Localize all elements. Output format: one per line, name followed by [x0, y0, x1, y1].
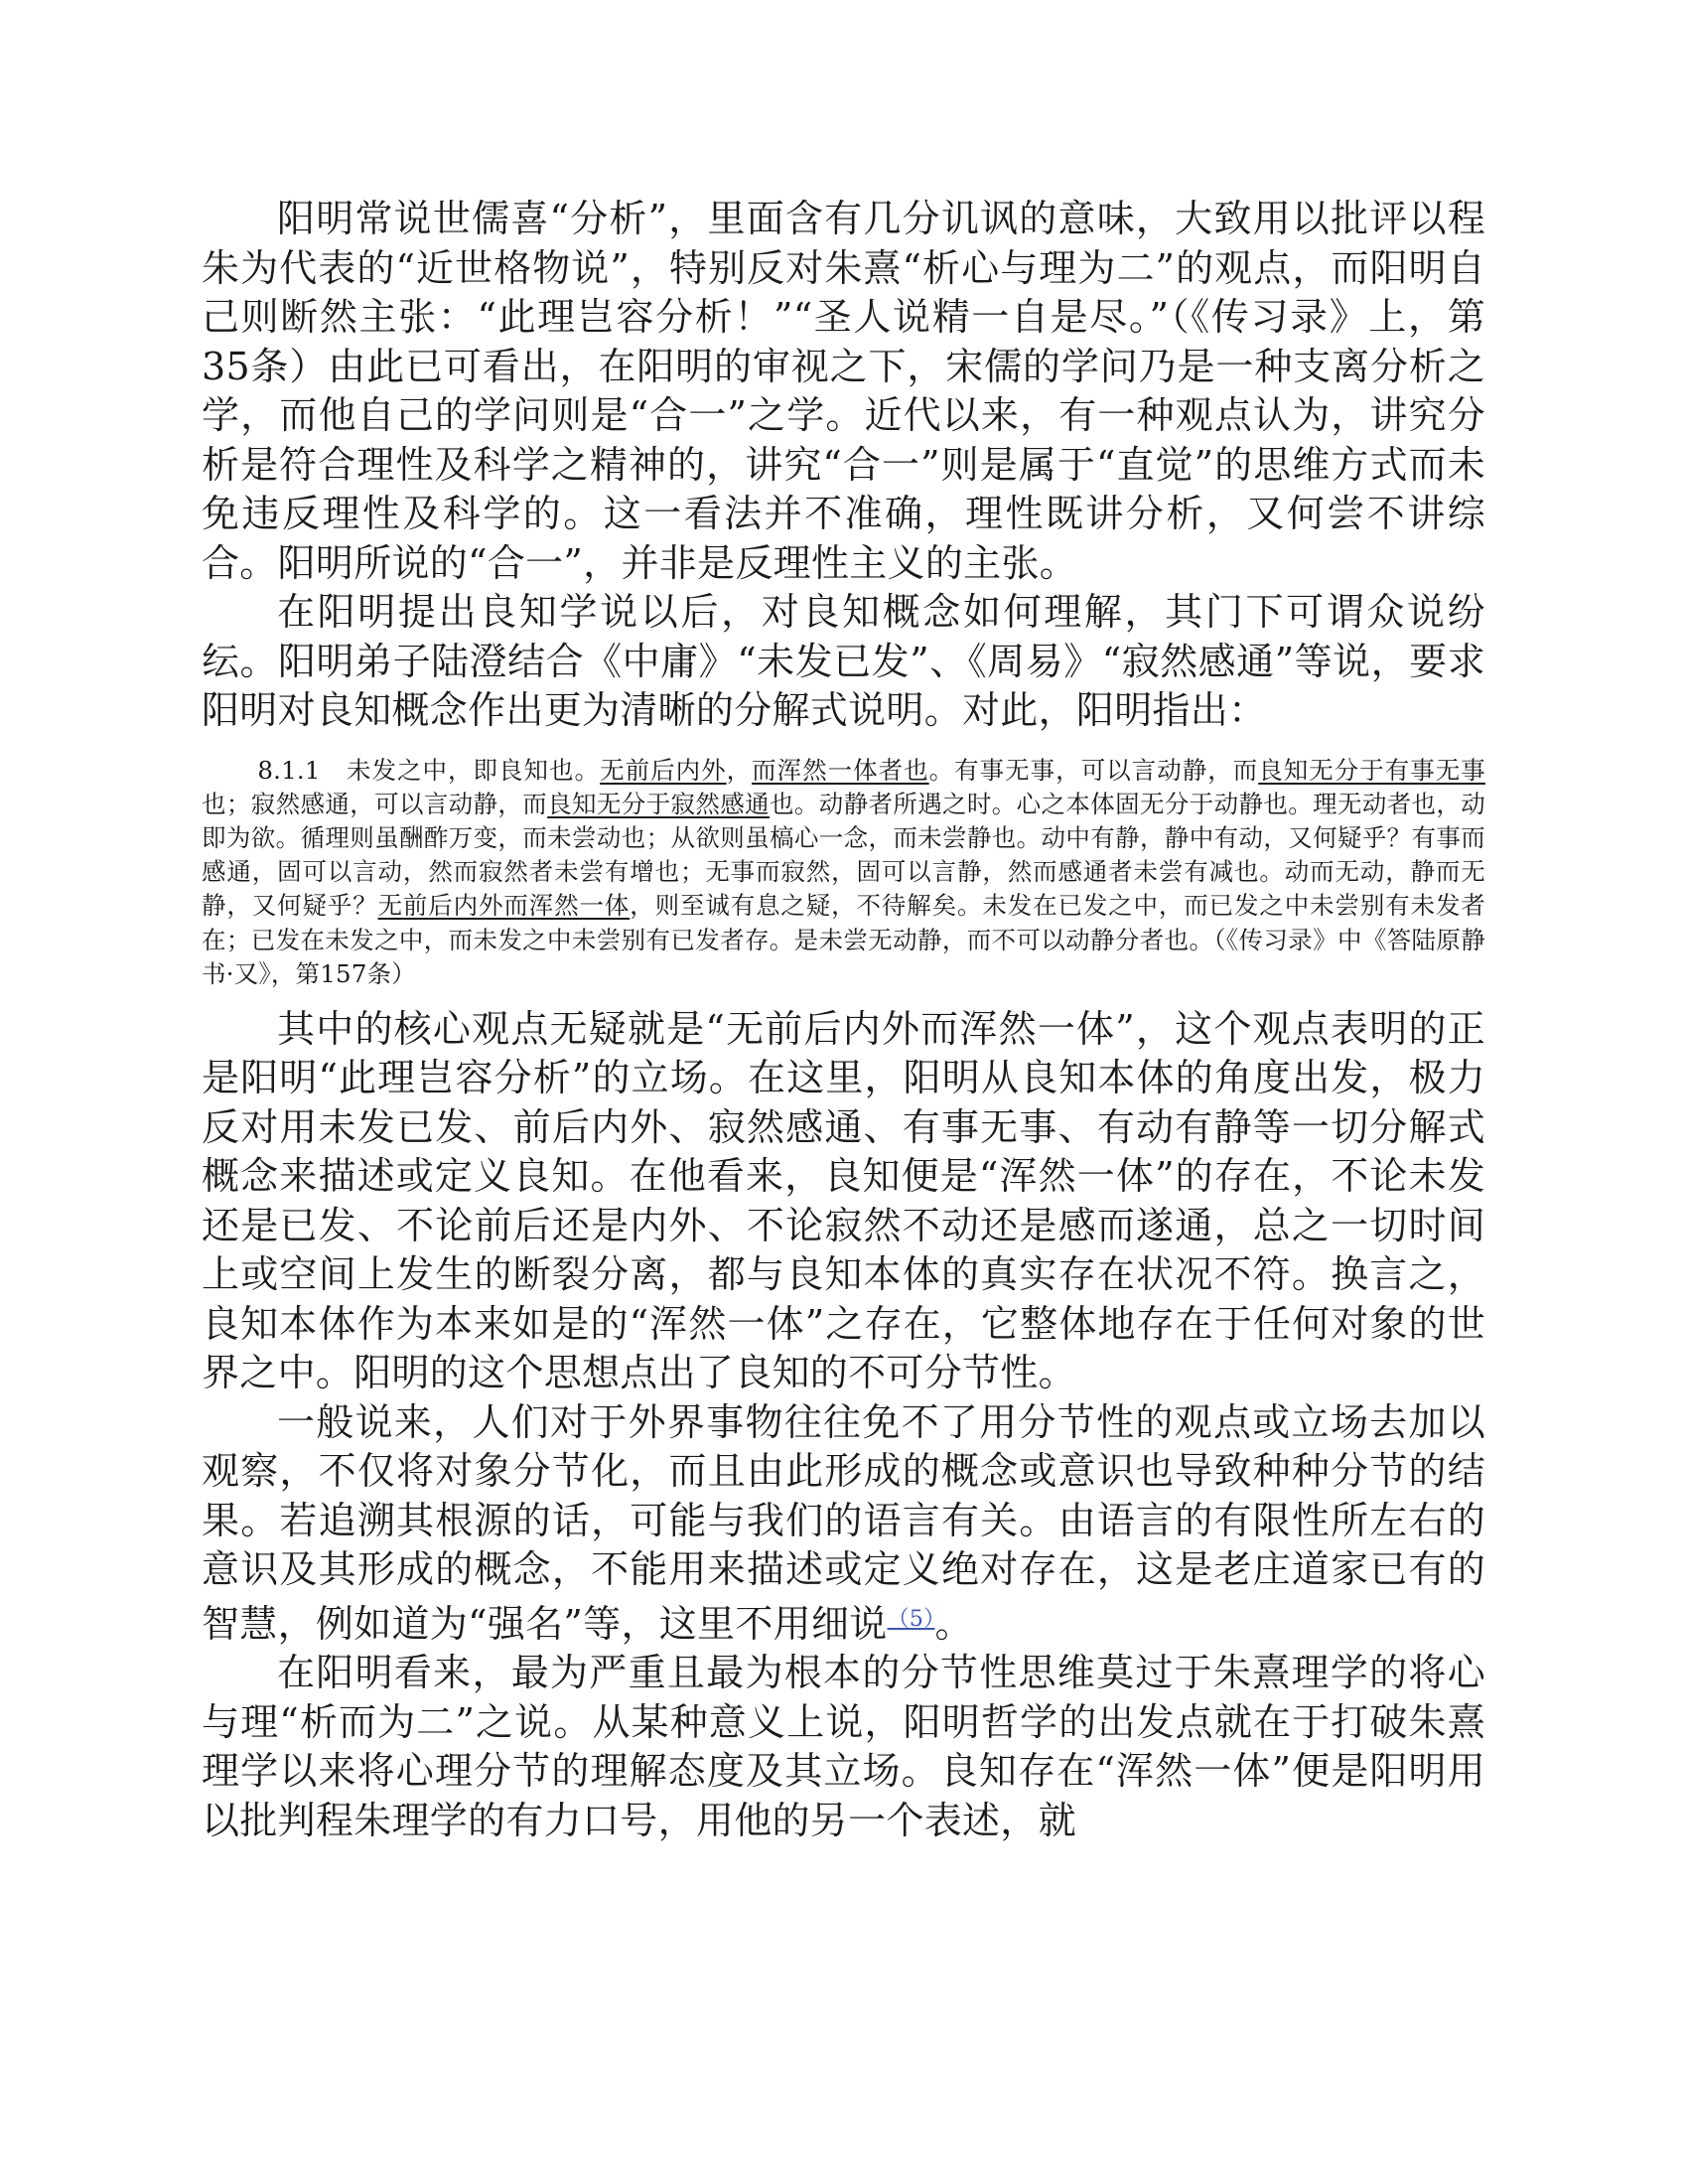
document-page	[202, 195, 1485, 1845]
quote-text: 也；寂然感通，可以言动静，而	[202, 789, 548, 818]
paragraph-4	[202, 1398, 1485, 1650]
quote-text: 8.1.1 未发之中，即良知也。	[257, 755, 601, 785]
quote-text: ，则至诚有息之疑，不待解矣。未发在已发之中，而已发之中未尝别有未发者在；已发在未发之中，而未发之中未尝别有已发者存。是未尝无动静，而不可以动静分者也。（《传习录》中《答陆原静书·又》，第157条）	[202, 891, 1486, 988]
paragraph-4-end: 。	[934, 1601, 973, 1646]
quote-text: ，	[726, 755, 753, 785]
quote-underline: 良知无分于有事无事	[1258, 755, 1485, 785]
quote-underline: 无前后内外而浑然一体	[377, 891, 631, 921]
paragraph-1: 阳明常说世儒喜“分析”，里面含有几分讥讽的意味，大致用以批评以程朱为代表的“近世格物说”，特别反对朱熹“析心与理为二”的观点，而阳明自己则断然主张：“此理岂容分析！”“圣人说精一自是尽。”（《传习录》上，第35条）由此已可看出，在阳明的审视之下，宋儒的学问乃是一种支离分析之学，而他自己的学问则是“合一”之学。近代以来，有一种观点认为，讲究分析是符合理性及科学之精神的，讲究“合一”则是属于“直觉”的思维方式而未免违反理性及科学的。这一看法并不准确，理性既讲分析，又何尝不讲综合。阳明所说的“合一”，并非是反理性主义的主张。	[202, 197, 1485, 585]
quote-text: 也。动静者所遇之时。心之本体固无分于动静也。理无动者也，动即为欲。循理则虽酬酢万变，而未尝动也；从欲则虽槁心一念，而未尝静也。动中有静，静中有动，又何疑乎？有事而感通，固可以言动，然而寂然者未尝有增也；无事而寂然，固可以言静，然而感通者未尝有减也。动而无动，静而无静，又何疑乎？	[202, 789, 1485, 921]
quote-underline: 无前后内外	[600, 755, 727, 785]
paragraph-3: 其中的核心观点无疑就是“无前后内外而浑然一体”，这个观点表明的正是阳明“此理岂容分析”的立场。在这里，阳明从良知本体的角度出发，极力反对用未发已发、前后内外、寂然感通、有事无事、有动有静等一切分解式概念来描述或定义良知。在他看来，良知便是“浑然一体”的存在，不论未发还是已发、不论前后还是内外、不论寂然不动还是感而遂通，总之一切时间上或空间上发生的断裂分离，都与良知本体的真实存在状况不符。换言之，良知本体作为本来如是的“浑然一体”之存在，它整体地存在于任何对象的世界之中。阳明的这个思想点出了良知的不可分节性。	[202, 1006, 1485, 1395]
quote-underline: 而浑然一体者也	[752, 755, 929, 785]
paragraph-5: 在阳明看来，最为严重且最为根本的分节性思维莫过于朱熹理学的将心与理“析而为二”之说。从某种意义上说，阳明哲学的出发点就在于打破朱熹理学以来将心理分节的理解态度及其立场。良知存在“浑然一体”便是阳明用以批判程朱理学的有力口号，用他的另一个表述，就	[202, 1651, 1485, 1842]
paragraph-4-text: 一般说来，人们对于外界事物往往免不了用分节性的观点或立场去加以观察，不仅将对象分节化，而且由此形成的概念或意识也导致种种分节的结果。若追溯其根源的话，可能与我们的语言有关。由语言的有限性所左右的意识及其形成的概念，不能用来描述或定义绝对存在，这是老庄道家已有的智慧，例如道为“强名”等，这里不用细说	[202, 1399, 1485, 1646]
footnote-link-5[interactable]: （5）	[887, 1606, 935, 1632]
quote-text: 。有事无事，可以言动静，而	[928, 755, 1259, 785]
quote-underline: 良知无分于寂然感通	[547, 789, 770, 818]
paragraph-2: 在阳明提出良知学说以后，对良知概念如何理解，其门下可谓众说纷纭。阳明弟子陆澄结合《中庸》“未发已发”、《周易》“寂然感通”等说，要求阳明对良知概念作出更为清晰的分解式说明。对此，阳明指出：	[202, 590, 1485, 732]
block-quote	[202, 754, 1485, 991]
